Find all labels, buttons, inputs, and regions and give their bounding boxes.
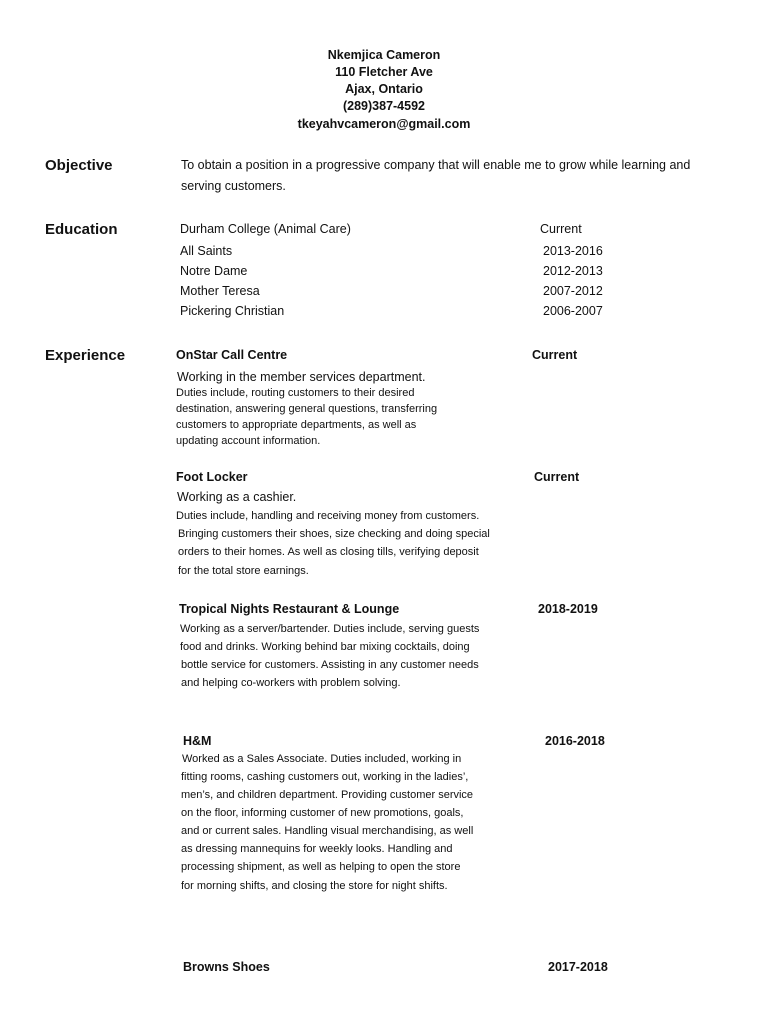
job-description-line: Duties include, routing customers to their desired bbox=[176, 387, 415, 399]
job-description-line: for the total store earnings. bbox=[178, 565, 309, 577]
job-title: OnStar Call Centre bbox=[176, 348, 288, 362]
job-date: 2016-2018 bbox=[545, 734, 605, 748]
education-school: Mother Teresa bbox=[180, 284, 260, 298]
job-description-line: Bringing customers their shoes, size checking and doing special bbox=[178, 528, 490, 540]
job-date: 2018-2019 bbox=[538, 602, 598, 616]
job-title: Foot Locker bbox=[176, 470, 248, 484]
job-description-line: fitting rooms, cashing customers out, working in the ladies’, bbox=[181, 771, 469, 783]
job-description-line: orders to their homes. As well as closing tills, verifying deposit bbox=[178, 546, 479, 558]
education-date: 2007-2012 bbox=[543, 284, 603, 298]
job-description-line: updating account information. bbox=[176, 435, 321, 447]
email-address: tkeyahvcameron@gmail.com bbox=[297, 117, 471, 131]
job-date: Current bbox=[532, 348, 578, 362]
objective-line-2: serving customers. bbox=[181, 179, 286, 193]
job-description-line: and or current sales. Handling visual merchandising, as well bbox=[181, 825, 474, 837]
job-title: Tropical Nights Restaurant & Lounge bbox=[179, 602, 400, 616]
education-school: Pickering Christian bbox=[180, 304, 285, 318]
job-description-line: bottle service for customers. Assisting in any customer needs bbox=[181, 659, 479, 671]
job-description-line: processing shipment, as well as helping to open the store bbox=[181, 861, 461, 873]
job-description-line: food and drinks. Working behind bar mixing cocktails, doing bbox=[180, 641, 470, 653]
education-date: 2013-2016 bbox=[543, 244, 603, 258]
objective-line-1: To obtain a position in a progressive company that will enable me to grow while learning and bbox=[181, 158, 691, 172]
education-date: 2006-2007 bbox=[543, 304, 603, 318]
applicant-name: Nkemjica Cameron bbox=[327, 48, 441, 62]
job-role: Working as a cashier. bbox=[177, 490, 297, 504]
city-province: Ajax, Ontario bbox=[345, 82, 423, 96]
objective-heading: Objective bbox=[45, 157, 113, 174]
education-heading: Education bbox=[45, 221, 118, 238]
education-school: Durham College (Animal Care) bbox=[180, 222, 351, 236]
job-title: H&M bbox=[183, 734, 212, 748]
job-role: Working in the member services department. bbox=[177, 370, 426, 384]
job-description-line: Worked as a Sales Associate. Duties included, working in bbox=[182, 753, 462, 765]
job-date: 2017-2018 bbox=[548, 960, 608, 974]
education-school: Notre Dame bbox=[180, 264, 248, 278]
education-school: All Saints bbox=[180, 244, 233, 258]
job-description-line: customers to appropriate departments, as well as bbox=[176, 419, 417, 431]
job-description-line: as dressing mannequins for weekly looks. Handling and bbox=[181, 843, 453, 855]
job-description-line: on the floor, informing customer of new promotions, goals, bbox=[181, 807, 464, 819]
job-description-line: Working as a server/bartender. Duties include, serving guests bbox=[180, 623, 480, 635]
job-description-line: destination, answering general questions, transferring bbox=[176, 403, 438, 415]
job-description-line: for morning shifts, and closing the store for night shifts. bbox=[181, 880, 448, 892]
job-title: Browns Shoes bbox=[183, 960, 270, 974]
job-date: Current bbox=[534, 470, 580, 484]
job-description-line: and helping co-workers with problem solving. bbox=[181, 677, 401, 689]
job-description-line: men’s, and children department. Providing customer service bbox=[181, 789, 474, 801]
education-date: 2012-2013 bbox=[543, 264, 603, 278]
street-address: 110 Fletcher Ave bbox=[335, 65, 433, 79]
phone-number: (289)387-4592 bbox=[342, 99, 425, 113]
education-date: Current bbox=[540, 222, 582, 236]
job-description-line: Duties include, handling and receiving money from customers. bbox=[176, 510, 480, 522]
experience-heading: Experience bbox=[45, 347, 126, 364]
